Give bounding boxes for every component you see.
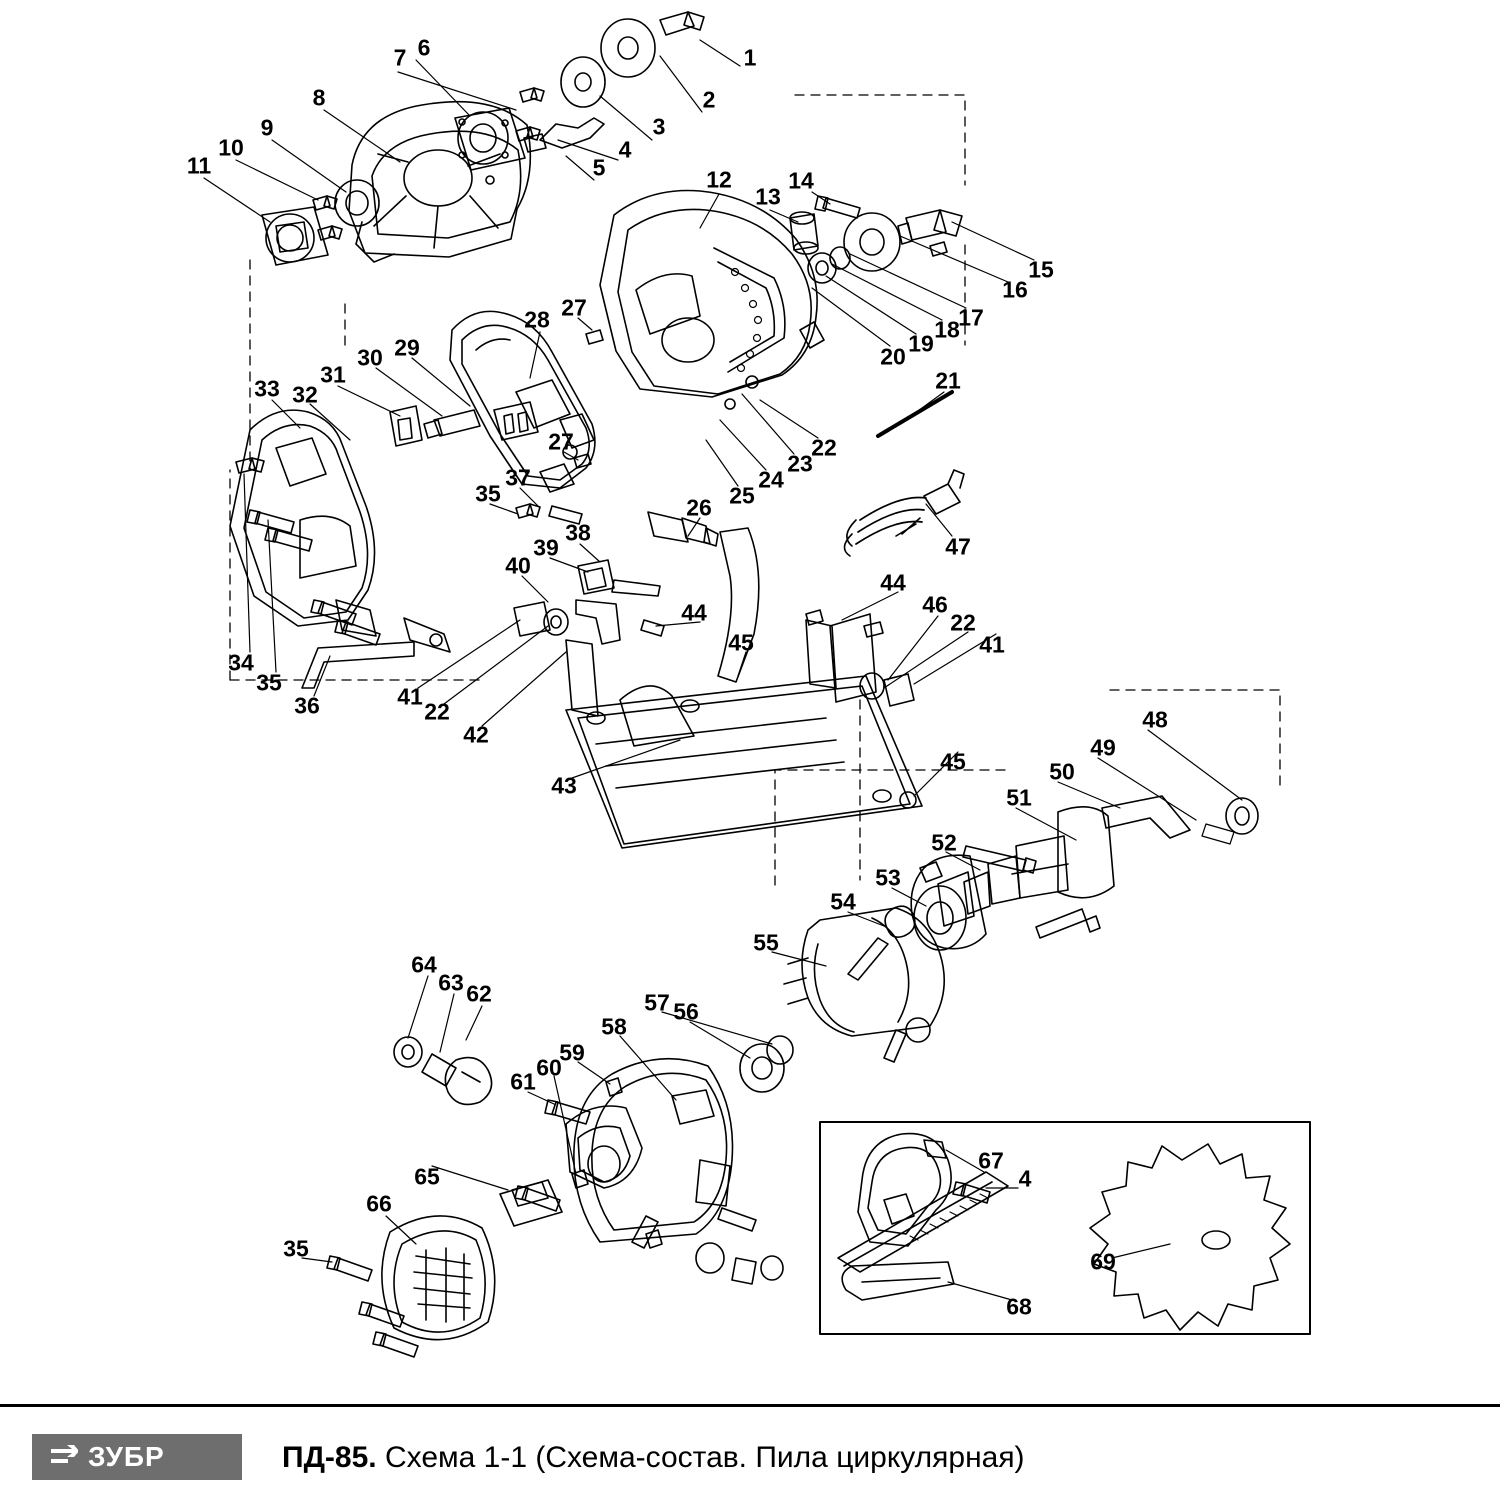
callout-26: 26 (686, 494, 712, 521)
callout-51: 51 (1006, 784, 1032, 811)
callout-16: 16 (1002, 276, 1028, 303)
callout-44-right: 44 (880, 569, 906, 596)
callout-44-left: 44 (681, 599, 707, 626)
callout-45-upper: 45 (728, 629, 754, 656)
callout-65: 65 (414, 1163, 440, 1190)
callout-3: 3 (652, 113, 666, 140)
callout-36: 36 (294, 692, 320, 719)
callout-14: 14 (788, 167, 814, 194)
callout-1: 1 (743, 44, 757, 71)
callout-48: 48 (1142, 706, 1168, 733)
callout-7: 7 (393, 44, 407, 71)
callout-38: 38 (565, 519, 591, 546)
callout-12: 12 (706, 166, 732, 193)
arrow-icon (48, 1444, 78, 1470)
callout-24: 24 (758, 466, 784, 493)
callout-27-upper: 27 (561, 294, 587, 321)
callout-10: 10 (218, 134, 244, 161)
callout-31: 31 (320, 361, 346, 388)
callout-58: 58 (601, 1013, 627, 1040)
callout-9: 9 (260, 114, 274, 141)
brand-name: ЗУБР (88, 1441, 165, 1472)
callout-67: 67 (978, 1147, 1004, 1174)
callout-23: 23 (787, 450, 813, 477)
callout-35-mid: 35 (475, 480, 501, 507)
brand-logo (32, 1434, 242, 1480)
callout-52: 52 (931, 829, 957, 856)
callout-53: 53 (875, 864, 901, 891)
callout-62: 62 (466, 980, 492, 1007)
footer (0, 1414, 1500, 1500)
callout-56: 56 (673, 998, 699, 1025)
callout-20: 20 (880, 343, 906, 370)
callout-39: 39 (533, 534, 559, 561)
callout-25: 25 (729, 482, 755, 509)
callout-46: 46 (922, 591, 948, 618)
callout-35-left: 35 (256, 669, 282, 696)
callout-43: 43 (551, 772, 577, 799)
callout-63: 63 (438, 969, 464, 996)
callout-40: 40 (505, 552, 531, 579)
callout-2: 2 (702, 86, 716, 113)
callout-68: 68 (1006, 1293, 1032, 1320)
callout-50: 50 (1049, 758, 1075, 785)
callout-28: 28 (524, 306, 550, 333)
callout-11: 11 (186, 152, 212, 179)
callout-15: 15 (1028, 256, 1054, 283)
callout-18: 18 (934, 316, 960, 343)
callout-41-left: 41 (397, 683, 423, 710)
callout-66: 66 (366, 1190, 392, 1217)
footer-divider (0, 1404, 1500, 1407)
callout-22-left: 22 (424, 698, 450, 725)
callout-17: 17 (958, 304, 984, 331)
callout-45-lower: 45 (940, 748, 966, 775)
sheet-description: Схема 1-1 (Схема-состав. Пила циркулярная) (384, 1440, 1025, 1474)
callout-64: 64 (411, 951, 437, 978)
callout-22: 22 (811, 434, 837, 461)
callout-60: 60 (536, 1054, 562, 1081)
callout-49: 49 (1090, 734, 1116, 761)
callout-30: 30 (357, 344, 383, 371)
callout-42: 42 (463, 721, 489, 748)
callout-22-right: 22 (950, 609, 976, 636)
callout-37: 37 (505, 464, 531, 491)
callout-27-lower: 27 (548, 428, 574, 455)
callout-69: 69 (1090, 1248, 1116, 1275)
callout-55: 55 (753, 929, 779, 956)
callout-47: 47 (945, 533, 971, 560)
model-code: ПД-85. (282, 1440, 377, 1474)
callout-32: 32 (292, 381, 318, 408)
callout-21: 21 (935, 367, 961, 394)
callout-19: 19 (908, 330, 934, 357)
callout-13: 13 (755, 183, 781, 210)
callout-54: 54 (830, 888, 856, 915)
callout-61: 61 (510, 1068, 536, 1095)
callout-4-inset: 4 (1018, 1165, 1032, 1192)
callout-6: 6 (417, 34, 431, 61)
callout-8: 8 (312, 84, 326, 111)
callout-35-bottom: 35 (283, 1235, 309, 1262)
sheet-caption (282, 1441, 1025, 1474)
callout-59: 59 (559, 1039, 585, 1066)
callout-57: 57 (644, 989, 670, 1016)
callout-33: 33 (254, 375, 280, 402)
callout-5: 5 (592, 154, 606, 181)
callout-4: 4 (618, 136, 632, 163)
callout-34: 34 (228, 649, 254, 676)
callout-29: 29 (394, 334, 420, 361)
callout-41-right: 41 (979, 631, 1005, 658)
